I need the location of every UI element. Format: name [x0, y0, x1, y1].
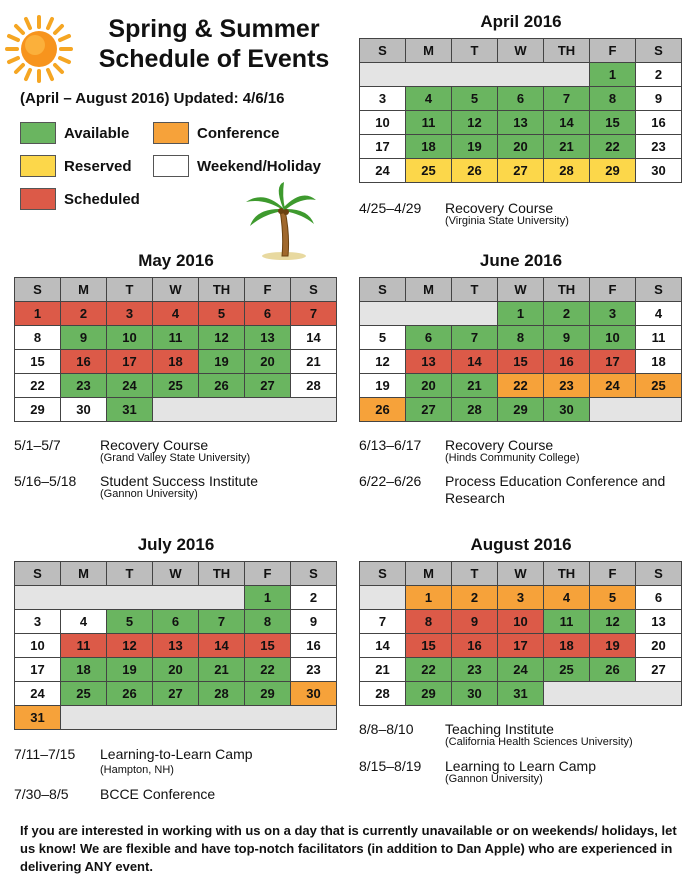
day-header: S [291, 562, 337, 586]
day-cell: 19 [199, 350, 245, 374]
day-cell: 16 [544, 350, 590, 374]
day-cell: 5 [360, 326, 406, 350]
event-org: (Hampton, NH) [100, 764, 174, 776]
legend-label: Weekend/Holiday [197, 157, 321, 175]
calendar-april [359, 38, 682, 183]
day-cell: 16 [61, 350, 107, 374]
day-cell: 24 [498, 658, 544, 682]
day-cell: 13 [153, 634, 199, 658]
day-cell: 14 [544, 111, 590, 135]
day-cell: 15 [590, 111, 636, 135]
day-cell: 1 [245, 586, 291, 610]
day-header: W [498, 562, 544, 586]
day-cell: 21 [544, 135, 590, 159]
empty-cell [153, 398, 337, 422]
day-cell: 11 [636, 326, 682, 350]
day-header: TH [199, 562, 245, 586]
day-cell: 15 [15, 350, 61, 374]
day-cell: 1 [406, 586, 452, 610]
day-header: S [360, 562, 406, 586]
day-header: S [15, 562, 61, 586]
day-cell: 19 [107, 658, 153, 682]
calendar-title-april: April 2016 [480, 12, 562, 31]
calendar-title-august: August 2016 [470, 535, 572, 554]
day-cell: 21 [199, 658, 245, 682]
day-cell: 8 [498, 326, 544, 350]
event-name: Process Education Conference and Research [445, 473, 666, 506]
event-name: Recovery Course [100, 437, 209, 453]
day-cell: 30 [544, 398, 590, 422]
event-dates: 8/15–8/19 [359, 758, 422, 774]
day-cell: 1 [498, 302, 544, 326]
day-cell: 7 [360, 610, 406, 634]
day-cell: 28 [360, 682, 406, 706]
day-cell: 23 [544, 374, 590, 398]
day-cell: 9 [291, 610, 337, 634]
event-dates: 4/25–4/29 [359, 200, 422, 216]
day-cell: 20 [636, 634, 682, 658]
day-cell: 31 [107, 398, 153, 422]
day-header: M [61, 562, 107, 586]
day-header: S [636, 562, 682, 586]
day-cell: 14 [199, 634, 245, 658]
day-cell: 14 [360, 634, 406, 658]
day-cell: 9 [544, 326, 590, 350]
legend-label: Reserved [64, 157, 132, 175]
empty-cell [15, 586, 245, 610]
day-cell: 17 [15, 658, 61, 682]
day-cell: 23 [452, 658, 498, 682]
day-cell: 3 [15, 610, 61, 634]
day-cell: 31 [498, 682, 544, 706]
legend-weekend-holiday [153, 155, 321, 177]
day-cell: 3 [107, 302, 153, 326]
event-june-2 [359, 473, 689, 509]
calendar-title-may: May 2016 [138, 251, 214, 270]
day-cell: 6 [245, 302, 291, 326]
day-cell: 20 [153, 658, 199, 682]
day-cell: 3 [498, 586, 544, 610]
day-cell: 22 [15, 374, 61, 398]
page-subtitle: (April – August 2016) Updated: 4/6/16 [20, 90, 285, 107]
event-org: (Grand Valley State University) [100, 452, 251, 464]
day-cell: 6 [498, 87, 544, 111]
day-cell: 16 [452, 634, 498, 658]
day-header: W [498, 39, 544, 63]
day-cell: 10 [107, 326, 153, 350]
day-cell: 1 [590, 63, 636, 87]
day-header: M [406, 39, 452, 63]
day-cell: 5 [199, 302, 245, 326]
day-header: TH [199, 278, 245, 302]
day-cell: 18 [61, 658, 107, 682]
legend-conference [153, 122, 280, 144]
day-cell: 24 [15, 682, 61, 706]
day-header: F [590, 562, 636, 586]
day-cell: 21 [360, 658, 406, 682]
day-header: T [107, 562, 153, 586]
legend-label: Conference [197, 124, 280, 142]
day-cell: 7 [291, 302, 337, 326]
day-cell: 31 [15, 706, 61, 730]
day-cell: 11 [61, 634, 107, 658]
day-cell: 19 [452, 135, 498, 159]
day-header: S [636, 278, 682, 302]
palm-tree-icon [244, 180, 318, 260]
day-cell: 8 [15, 326, 61, 350]
day-cell: 17 [498, 634, 544, 658]
day-cell: 18 [153, 350, 199, 374]
day-cell: 13 [406, 350, 452, 374]
page-title: Spring & Summer Schedule of Events [98, 15, 330, 73]
day-cell: 29 [15, 398, 61, 422]
day-cell: 24 [360, 159, 406, 183]
event-name: Recovery Course [445, 437, 554, 453]
event-name: Recovery Course [445, 200, 554, 216]
empty-cell [360, 586, 406, 610]
day-cell: 18 [406, 135, 452, 159]
day-cell: 29 [245, 682, 291, 706]
legend-swatch [153, 155, 189, 177]
day-cell: 22 [498, 374, 544, 398]
event-may-2 [14, 473, 344, 505]
calendar-title-july: July 2016 [137, 535, 215, 554]
day-cell: 21 [452, 374, 498, 398]
day-header: TH [544, 39, 590, 63]
legend-swatch [20, 188, 56, 210]
day-header: F [590, 278, 636, 302]
day-cell: 6 [406, 326, 452, 350]
day-cell: 10 [360, 111, 406, 135]
day-cell: 11 [406, 111, 452, 135]
empty-cell [590, 398, 682, 422]
legend-swatch [20, 122, 56, 144]
day-cell: 12 [199, 326, 245, 350]
day-cell: 2 [61, 302, 107, 326]
day-cell: 9 [636, 87, 682, 111]
day-cell: 22 [406, 658, 452, 682]
day-cell: 5 [452, 87, 498, 111]
day-header: W [498, 278, 544, 302]
day-cell: 7 [452, 326, 498, 350]
day-cell: 2 [452, 586, 498, 610]
empty-cell [360, 302, 498, 326]
event-dates: 7/11–7/15 [14, 746, 76, 762]
day-header: S [360, 39, 406, 63]
legend-label: Scheduled [64, 190, 140, 208]
event-july-2 [14, 786, 344, 806]
day-header: F [245, 278, 291, 302]
event-dates: 5/1–5/7 [14, 437, 61, 453]
day-cell: 21 [291, 350, 337, 374]
day-cell: 10 [498, 610, 544, 634]
day-cell: 6 [636, 586, 682, 610]
event-may-1 [14, 437, 344, 469]
day-cell: 9 [452, 610, 498, 634]
day-cell: 3 [360, 87, 406, 111]
event-dates: 6/13–6/17 [359, 437, 422, 453]
empty-cell [544, 682, 682, 706]
day-cell: 18 [544, 634, 590, 658]
day-cell: 15 [406, 634, 452, 658]
sun-icon [4, 14, 74, 84]
day-cell: 29 [406, 682, 452, 706]
event-name: BCCE Conference [100, 786, 216, 802]
day-cell: 3 [590, 302, 636, 326]
day-cell: 25 [406, 159, 452, 183]
day-cell: 23 [61, 374, 107, 398]
event-july-1 [14, 746, 344, 778]
calendar-august [359, 561, 682, 706]
day-cell: 14 [291, 326, 337, 350]
day-header: TH [544, 562, 590, 586]
day-cell: 29 [498, 398, 544, 422]
legend-swatch [20, 155, 56, 177]
day-cell: 2 [544, 302, 590, 326]
event-dates: 8/8–8/10 [359, 721, 414, 737]
event-name: Teaching Institute [445, 721, 554, 737]
day-cell: 13 [636, 610, 682, 634]
day-cell: 9 [61, 326, 107, 350]
footer-note: If you are interested in working with us on a day that is currently unavailable or on weekends/ holidays, let us know! We are flexible and have top-notch facilitators (in addition to Dan Apple) who are experienced in delivering ANY event. [20, 823, 677, 874]
day-cell: 8 [590, 87, 636, 111]
day-cell: 27 [245, 374, 291, 398]
day-cell: 25 [544, 658, 590, 682]
day-cell: 28 [452, 398, 498, 422]
day-cell: 2 [636, 63, 682, 87]
day-cell: 19 [590, 634, 636, 658]
legend-available [20, 122, 129, 144]
day-cell: 16 [636, 111, 682, 135]
day-cell: 20 [406, 374, 452, 398]
day-cell: 25 [153, 374, 199, 398]
day-cell: 15 [245, 634, 291, 658]
event-august-2 [359, 758, 689, 790]
day-cell: 29 [590, 159, 636, 183]
day-cell: 17 [590, 350, 636, 374]
day-cell: 26 [360, 398, 406, 422]
day-cell: 22 [590, 135, 636, 159]
day-cell: 27 [498, 159, 544, 183]
event-april-1 [359, 200, 689, 232]
day-cell: 11 [153, 326, 199, 350]
event-org: (Gannon University) [100, 488, 198, 500]
day-header: M [406, 278, 452, 302]
event-june-1 [359, 437, 689, 469]
calendar-title-june: June 2016 [479, 251, 563, 270]
legend-swatch [153, 122, 189, 144]
day-cell: 26 [452, 159, 498, 183]
day-cell: 30 [61, 398, 107, 422]
empty-cell [61, 706, 337, 730]
day-cell: 24 [107, 374, 153, 398]
day-cell: 4 [153, 302, 199, 326]
day-cell: 10 [590, 326, 636, 350]
day-cell: 26 [590, 658, 636, 682]
day-header: W [153, 278, 199, 302]
day-cell: 17 [360, 135, 406, 159]
day-cell: 8 [406, 610, 452, 634]
day-header: S [636, 39, 682, 63]
day-cell: 7 [544, 87, 590, 111]
day-cell: 26 [199, 374, 245, 398]
day-cell: 22 [245, 658, 291, 682]
day-cell: 27 [406, 398, 452, 422]
calendar-june [359, 277, 682, 422]
day-header: S [360, 278, 406, 302]
day-cell: 27 [636, 658, 682, 682]
day-cell: 15 [498, 350, 544, 374]
day-cell: 1 [15, 302, 61, 326]
day-header: T [452, 39, 498, 63]
calendar-july [14, 561, 337, 730]
event-dates: 6/22–6/26 [359, 473, 422, 489]
day-cell: 5 [107, 610, 153, 634]
day-cell: 27 [153, 682, 199, 706]
event-august-1 [359, 721, 689, 753]
day-cell: 12 [590, 610, 636, 634]
day-cell: 11 [544, 610, 590, 634]
event-org: (Virginia State University) [445, 215, 569, 227]
day-cell: 18 [636, 350, 682, 374]
day-cell: 2 [291, 586, 337, 610]
day-cell: 16 [291, 634, 337, 658]
day-cell: 10 [15, 634, 61, 658]
day-header: T [107, 278, 153, 302]
day-cell: 12 [107, 634, 153, 658]
event-dates: 7/30–8/5 [14, 786, 69, 802]
day-header: T [452, 562, 498, 586]
day-header: F [590, 39, 636, 63]
legend-reserved [20, 155, 132, 177]
day-header: M [61, 278, 107, 302]
day-cell: 4 [406, 87, 452, 111]
day-cell: 13 [498, 111, 544, 135]
event-dates: 5/16–5/18 [14, 473, 77, 489]
day-cell: 5 [590, 586, 636, 610]
day-cell: 4 [544, 586, 590, 610]
day-cell: 6 [153, 610, 199, 634]
day-cell: 28 [199, 682, 245, 706]
legend-label: Available [64, 124, 130, 142]
legend-scheduled [20, 188, 140, 210]
event-name: Learning-to-Learn Camp [100, 746, 253, 762]
day-cell: 23 [291, 658, 337, 682]
day-header: M [406, 562, 452, 586]
day-cell: 24 [590, 374, 636, 398]
day-cell: 26 [107, 682, 153, 706]
day-cell: 20 [245, 350, 291, 374]
day-cell: 13 [245, 326, 291, 350]
day-cell: 30 [636, 159, 682, 183]
event-org: (Gannon University) [445, 773, 543, 785]
day-header: W [153, 562, 199, 586]
day-cell: 25 [636, 374, 682, 398]
day-cell: 17 [107, 350, 153, 374]
event-org: (Hinds Community College) [445, 452, 580, 464]
day-header: TH [544, 278, 590, 302]
day-cell: 30 [291, 682, 337, 706]
day-cell: 28 [544, 159, 590, 183]
day-cell: 25 [61, 682, 107, 706]
day-header: T [452, 278, 498, 302]
day-header: S [15, 278, 61, 302]
day-cell: 14 [452, 350, 498, 374]
day-cell: 12 [452, 111, 498, 135]
day-cell: 12 [360, 350, 406, 374]
day-cell: 19 [360, 374, 406, 398]
day-cell: 4 [636, 302, 682, 326]
event-name: Learning to Learn Camp [445, 758, 596, 774]
empty-cell [360, 63, 590, 87]
event-org: (California Health Sciences University) [445, 736, 633, 748]
day-header: F [245, 562, 291, 586]
day-header: S [291, 278, 337, 302]
day-cell: 7 [199, 610, 245, 634]
day-cell: 20 [498, 135, 544, 159]
day-cell: 4 [61, 610, 107, 634]
day-cell: 23 [636, 135, 682, 159]
day-cell: 30 [452, 682, 498, 706]
calendar-may [14, 277, 337, 422]
event-name: Student Success Institute [100, 473, 258, 489]
day-cell: 28 [291, 374, 337, 398]
day-cell: 8 [245, 610, 291, 634]
